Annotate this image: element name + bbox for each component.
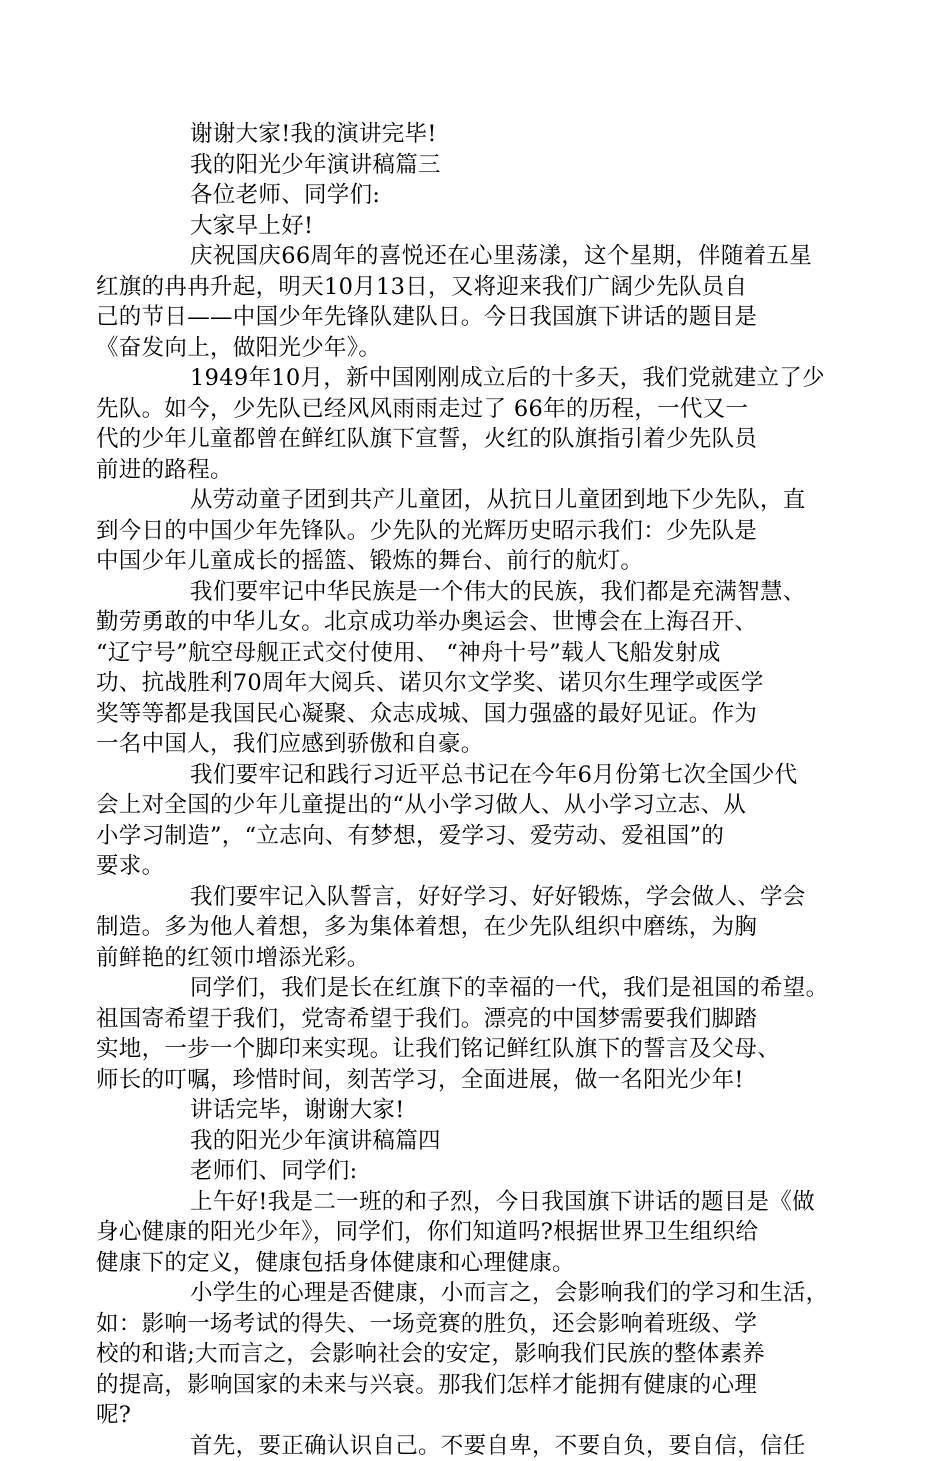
text-line: 健康下的定义，健康包括身体健康和心理健康。 — [143, 1248, 813, 1279]
text-line: “辽宁号”航空母舰正式交付使用、 “神舟十号”载人飞船发射成 — [143, 638, 813, 669]
text-line: 1949年10月，新中国刚刚成立后的十多天，我们党就建立了少 — [143, 363, 813, 394]
text-line: 功、抗战胜利70周年大阅兵、诺贝尔文学奖、诺贝尔生理学或医学 — [143, 668, 813, 699]
text-line: 代的少年儿童都曾在鲜红队旗下宣誓，火红的队旗指引着少先队员 — [143, 424, 813, 455]
text-line: 中国少年儿童成长的摇篮、锻炼的舞台、前行的航灯。 — [143, 546, 813, 577]
text-line: 一名中国人，我们应感到骄傲和自豪。 — [143, 729, 813, 760]
paragraph — [143, 119, 813, 150]
paragraph — [143, 760, 813, 882]
paragraph — [143, 1187, 813, 1279]
text-line: 大家早上好! — [143, 211, 813, 242]
text-line: 会上对全国的少年儿童提出的“从小学习做人、从小学习立志、从 — [143, 790, 813, 821]
text-line: 我们要牢记中华民族是一个伟大的民族，我们都是充满智慧、 — [143, 577, 813, 608]
text-line: 我的阳光少年演讲稿篇三 — [143, 150, 813, 181]
text-line: 谢谢大家!我的演讲完毕! — [143, 119, 813, 150]
text-line: 前进的路程。 — [143, 455, 813, 486]
document-page — [143, 119, 813, 1461]
text-line: 要求。 — [143, 851, 813, 882]
text-line: 校的和谐;大而言之，会影响社会的安定，影响我们民族的整体素养 — [143, 1339, 813, 1370]
paragraph — [143, 1431, 813, 1461]
text-line: 各位老师、同学们: — [143, 180, 813, 211]
paragraph — [143, 1156, 813, 1187]
text-line: 勤劳勇敢的中华儿女。北京成功举办奥运会、世博会在上海召开、 — [143, 607, 813, 638]
text-line: 《奋发向上，做阳光少年》。 — [143, 333, 813, 364]
text-line: 首先，要正确认识自己。不要自卑，不要自负，要自信，信任 — [143, 1431, 813, 1461]
text-line: 的提高，影响国家的未来与兴衰。那我们怎样才能拥有健康的心理 — [143, 1370, 813, 1401]
text-line: 小学习制造”，“立志向、有梦想，爱学习、爱劳动、爱祖国”的 — [143, 821, 813, 852]
text-line: 庆祝国庆66周年的喜悦还在心里荡漾，这个星期，伴随着五星 — [143, 241, 813, 272]
paragraph — [143, 973, 813, 1095]
text-line: 我们要牢记入队誓言，好好学习、好好锻炼，学会做人、学会 — [143, 882, 813, 913]
text-line: 我的阳光少年演讲稿篇四 — [143, 1126, 813, 1157]
text-line: 如：影响一场考试的得失、一场竞赛的胜负，还会影响着班级、学 — [143, 1309, 813, 1340]
text-line: 师长的叮嘱，珍惜时间，刻苦学习，全面进展，做一名阳光少年! — [143, 1065, 813, 1096]
text-line: 我们要牢记和践行习近平总书记在今年6月份第七次全国少代 — [143, 760, 813, 791]
text-line: 奖等等都是我国民心凝聚、众志成城、国力强盛的最好见证。作为 — [143, 699, 813, 730]
text-line: 呢? — [143, 1400, 813, 1431]
paragraph — [143, 1126, 813, 1157]
text-line: 前鲜艳的红领巾增添光彩。 — [143, 943, 813, 974]
text-line: 老师们、同学们: — [143, 1156, 813, 1187]
text-line: 实地，一步一个脚印来实现。让我们铭记鲜红队旗下的誓言及父母、 — [143, 1034, 813, 1065]
paragraph — [143, 1095, 813, 1126]
paragraph — [143, 485, 813, 577]
text-line: 祖国寄希望于我们，党寄希望于我们。漂亮的中国梦需要我们脚踏 — [143, 1004, 813, 1035]
text-line: 身心健康的阳光少年》，同学们，你们知道吗?根据世界卫生组织给 — [143, 1217, 813, 1248]
paragraph — [143, 211, 813, 242]
text-line: 上午好!我是二一班的和子烈，今日我国旗下讲话的题目是《做 — [143, 1187, 813, 1218]
text-line: 讲话完毕，谢谢大家! — [143, 1095, 813, 1126]
text-line: 同学们，我们是长在红旗下的幸福的一代，我们是祖国的希望。 — [143, 973, 813, 1004]
paragraph — [143, 180, 813, 211]
paragraph — [143, 363, 813, 485]
text-line: 制造。多为他人着想，多为集体着想，在少先队组织中磨练，为胸 — [143, 912, 813, 943]
text-line: 小学生的心理是否健康，小而言之，会影响我们的学习和生活， — [143, 1278, 813, 1309]
paragraph — [143, 150, 813, 181]
text-line: 红旗的冉冉升起，明天10月13日，又将迎来我们广阔少先队员自 — [143, 272, 813, 303]
paragraph — [143, 241, 813, 363]
text-line: 己的节日——中国少年先锋队建队日。今日我国旗下讲话的题目是 — [143, 302, 813, 333]
text-line: 到今日的中国少年先锋队。少先队的光辉历史昭示我们：少先队是 — [143, 516, 813, 547]
paragraph — [143, 882, 813, 974]
paragraph — [143, 1278, 813, 1431]
paragraph — [143, 577, 813, 760]
text-line: 先队。如今，少先队已经风风雨雨走过了 66年的历程，一代又一 — [143, 394, 813, 425]
text-line: 从劳动童子团到共产儿童团，从抗日儿童团到地下少先队，直 — [143, 485, 813, 516]
